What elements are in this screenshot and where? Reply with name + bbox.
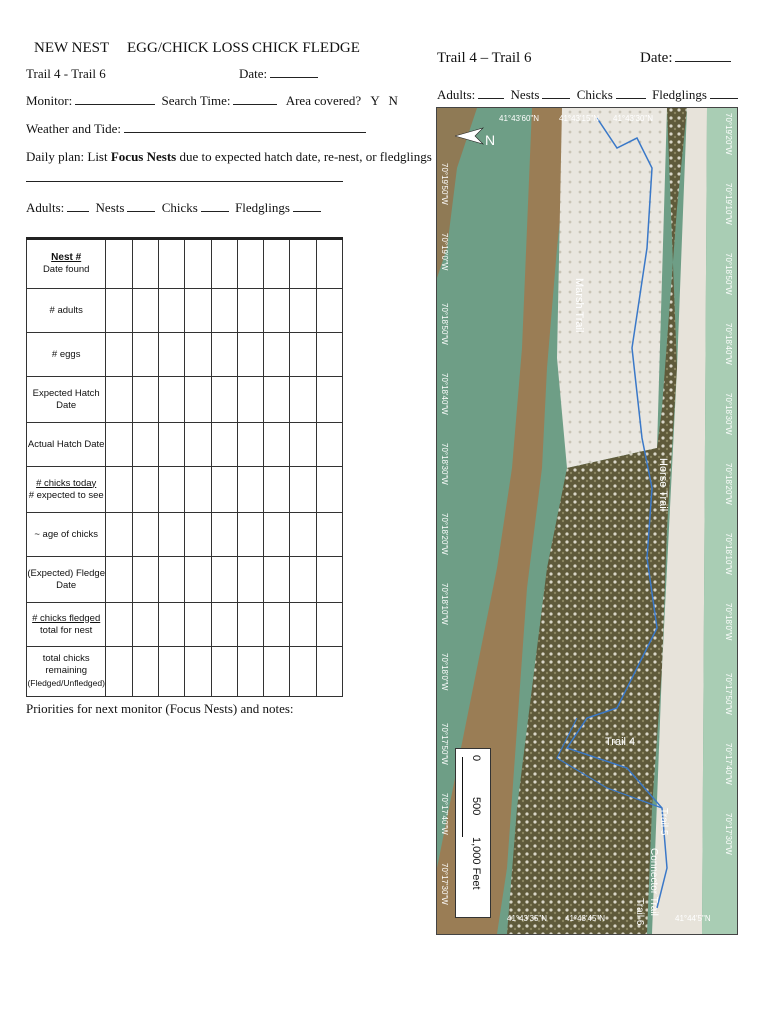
table-cell[interactable] — [106, 603, 132, 647]
table-row — [27, 333, 343, 377]
table-cell[interactable] — [106, 333, 132, 377]
table-cell[interactable] — [106, 377, 132, 423]
table-cell[interactable] — [158, 423, 184, 467]
expected-hatch-label: Expected Hatch — [32, 387, 100, 399]
coord-left: 70°18'20"W — [440, 513, 449, 555]
table-cell[interactable] — [264, 423, 290, 467]
table-cell[interactable] — [237, 289, 263, 333]
table-row — [27, 289, 343, 333]
fledge-date-sub: Date — [56, 579, 77, 591]
table-cell[interactable] — [264, 513, 290, 557]
daily-plan-field[interactable] — [26, 181, 343, 182]
coord-right: 70°18'20"W — [724, 463, 733, 505]
monitor-field[interactable] — [75, 93, 155, 105]
table-cell[interactable] — [132, 557, 158, 603]
table-cell[interactable] — [132, 603, 158, 647]
scale-line — [462, 757, 463, 837]
table-cell[interactable] — [316, 239, 342, 289]
fledged-unfledged-label: (Fledged/Unfledged) — [27, 678, 105, 688]
search-time-field[interactable] — [233, 93, 277, 105]
row-label — [27, 333, 106, 377]
table-cell[interactable] — [316, 377, 342, 423]
coord-right: 70°17'40"W — [724, 743, 733, 785]
right-fledglings-field[interactable] — [710, 87, 738, 99]
table-cell[interactable] — [185, 239, 211, 289]
table-cell[interactable] — [316, 647, 342, 697]
table-cell[interactable] — [290, 289, 316, 333]
table-cell[interactable] — [290, 239, 316, 289]
table-cell[interactable] — [290, 603, 316, 647]
fledglings-label: Fledglings — [235, 200, 290, 215]
table-row — [27, 603, 343, 647]
nests-field[interactable] — [127, 200, 155, 212]
adults-label: Adults: — [26, 200, 65, 215]
trail-4-label: Trail 4 — [605, 736, 636, 748]
table-cell[interactable] — [237, 423, 263, 467]
coord-left: 70°17'30"W — [440, 863, 449, 905]
weather-label: Weather and Tide: — [26, 121, 121, 136]
table-cell[interactable] — [237, 239, 263, 289]
table-cell[interactable] — [237, 513, 263, 557]
row-label — [27, 557, 106, 603]
table-cell[interactable] — [237, 377, 263, 423]
adults-field[interactable] — [67, 200, 89, 212]
coord-left: 70°18'0"W — [440, 653, 449, 691]
coord-right: 70°18'40"W — [724, 323, 733, 365]
table-cell[interactable] — [264, 603, 290, 647]
table-cell[interactable] — [211, 377, 237, 423]
right-fledglings-label: Fledglings — [652, 87, 707, 102]
coord-right: 70°18'50"W — [724, 253, 733, 295]
table-cell[interactable] — [316, 467, 342, 513]
table-cell[interactable] — [132, 289, 158, 333]
coord-left: 70°17'50"W — [440, 723, 449, 765]
table-cell[interactable] — [237, 467, 263, 513]
table-row — [27, 239, 343, 289]
row-label — [27, 377, 106, 423]
coord-left: 70°18'30"W — [440, 443, 449, 485]
table-cell[interactable] — [158, 603, 184, 647]
daily-plan-bold: Focus Nests — [110, 149, 177, 164]
table-cell[interactable] — [158, 377, 184, 423]
table-cell[interactable] — [185, 377, 211, 423]
table-cell[interactable] — [211, 647, 237, 697]
right-chicks-field[interactable] — [616, 87, 646, 99]
table-cell[interactable] — [316, 603, 342, 647]
table-cell[interactable] — [290, 513, 316, 557]
total-for-nest-label: total for nest — [40, 624, 93, 636]
table-cell[interactable] — [158, 239, 184, 289]
table-cell[interactable] — [132, 377, 158, 423]
table-cell[interactable] — [132, 423, 158, 467]
aerial-map — [436, 107, 738, 935]
table-cell[interactable] — [106, 239, 132, 289]
table-cell[interactable] — [316, 289, 342, 333]
scale-bar — [455, 748, 491, 918]
chicks-label: Chicks — [161, 200, 198, 215]
table-cell[interactable] — [185, 603, 211, 647]
search-time-label: Search Time: — [161, 93, 231, 108]
table-cell[interactable] — [158, 467, 184, 513]
north-label: N — [485, 132, 496, 148]
coord-bottom: 41°43'35"N — [507, 914, 548, 923]
table-cell[interactable] — [264, 333, 290, 377]
right-adults-label: Adults: — [437, 87, 476, 102]
heading-chick-fledge: CHICK FLEDGE — [252, 40, 360, 56]
nest-number-label: Nest # — [51, 252, 82, 263]
coord-left: 70°17'40"W — [440, 793, 449, 835]
table-cell[interactable] — [264, 557, 290, 603]
connector-trail-label: Connector Trail — [648, 848, 659, 916]
right-adults-field[interactable] — [478, 87, 504, 99]
table-cell[interactable] — [185, 647, 211, 697]
table-cell[interactable] — [158, 557, 184, 603]
chicks-today-label: # chicks today — [36, 477, 97, 489]
area-covered-no[interactable]: N — [388, 93, 398, 108]
table-row — [27, 513, 343, 557]
table-cell[interactable] — [106, 513, 132, 557]
table-cell[interactable] — [185, 423, 211, 467]
date-found-label: Date found — [42, 264, 90, 275]
fledge-date-label: (Expected) Fledge — [27, 567, 105, 579]
table-cell[interactable] — [211, 289, 237, 333]
right-counts-line — [437, 87, 741, 103]
coord-bottom: 41°44'5"N — [675, 914, 711, 923]
expected-to-see-label: # expected to see — [28, 489, 104, 501]
table-cell[interactable] — [316, 557, 342, 603]
right-date-field[interactable] — [675, 50, 731, 62]
table-cell[interactable] — [290, 467, 316, 513]
table-row — [27, 423, 343, 467]
coord-right: 70°19'20"W — [724, 113, 733, 155]
monitor-line — [26, 93, 398, 109]
table-cell[interactable] — [185, 557, 211, 603]
table-cell[interactable] — [316, 513, 342, 557]
table-cell[interactable] — [132, 467, 158, 513]
date-label: Date: — [239, 66, 268, 81]
fledglings-field[interactable] — [293, 200, 321, 212]
table-cell[interactable] — [158, 289, 184, 333]
eggs-row-label: # eggs — [51, 348, 81, 360]
table-cell[interactable] — [237, 647, 263, 697]
trail-6-label: Trail 6 — [634, 898, 645, 926]
heading-new-nest: NEW NEST — [34, 40, 110, 56]
area-covered-label: Area covered? — [285, 93, 362, 108]
right-chicks-label: Chicks — [576, 87, 613, 102]
row-label — [27, 603, 106, 647]
coord-right: 70°18'10"W — [724, 533, 733, 575]
table-row — [27, 557, 343, 603]
table-cell[interactable] — [316, 423, 342, 467]
coord-left: 70°19'50"W — [440, 163, 449, 205]
table-cell[interactable] — [290, 647, 316, 697]
table-cell[interactable] — [106, 647, 132, 697]
table-cell[interactable] — [106, 289, 132, 333]
nest-table — [26, 237, 343, 697]
table-cell[interactable] — [158, 647, 184, 697]
table-cell[interactable] — [290, 557, 316, 603]
coord-top: 41°43'30"N — [613, 114, 654, 123]
coord-top: 41°43'15"N — [559, 114, 600, 123]
scale-tick-500: 500 — [470, 797, 482, 816]
table-cell[interactable] — [185, 333, 211, 377]
row-label — [27, 647, 106, 697]
weather-field[interactable] — [124, 121, 366, 133]
daily-plan-suffix: due to expected hatch date, re-nest, or fledglings — [176, 149, 432, 164]
table-cell[interactable] — [158, 513, 184, 557]
right-date-label: Date: — [640, 50, 673, 66]
chicks-field[interactable] — [201, 200, 229, 212]
coord-top: 41°43'60"N — [499, 114, 540, 123]
priorities-label: Priorities for next monitor (Focus Nests) and notes: — [26, 701, 294, 716]
table-cell[interactable] — [106, 423, 132, 467]
table-cell[interactable] — [132, 647, 158, 697]
table-cell[interactable] — [132, 513, 158, 557]
table-cell[interactable] — [211, 557, 237, 603]
adults-row-label: # adults — [49, 304, 83, 316]
row-label — [27, 289, 106, 333]
table-cell[interactable] — [185, 289, 211, 333]
table-cell[interactable] — [106, 467, 132, 513]
counts-line — [26, 200, 324, 216]
coord-right: 70°18'30"W — [724, 393, 733, 435]
weather-line — [26, 121, 369, 137]
right-trail-range: Trail 4 – Trail 6 — [437, 50, 532, 66]
trail-range: Trail 4 - Trail 6 — [26, 66, 106, 81]
table-row — [27, 647, 343, 697]
trail-5-label: Trail 5 — [658, 808, 669, 836]
north-arrow-icon — [455, 126, 485, 146]
table-cell[interactable] — [237, 557, 263, 603]
date-line — [239, 66, 321, 82]
table-cell[interactable] — [211, 603, 237, 647]
table-cell[interactable] — [211, 239, 237, 289]
row-label — [27, 423, 106, 467]
monitor-label: Monitor: — [26, 93, 73, 108]
table-row — [27, 377, 343, 423]
right-nests-label: Nests — [510, 87, 540, 102]
daily-plan-prefix: Daily plan: List — [26, 149, 111, 164]
table-row — [27, 467, 343, 513]
coord-left: 70°18'50"W — [440, 303, 449, 345]
heading-egg-chick-loss: EGG/CHICK LOSS — [127, 40, 250, 56]
table-cell[interactable] — [211, 513, 237, 557]
right-nests-field[interactable] — [542, 87, 570, 99]
table-cell[interactable] — [185, 513, 211, 557]
daily-plan-line — [26, 149, 432, 165]
coord-right: 70°17'50"W — [724, 673, 733, 715]
nests-label: Nests — [95, 200, 125, 215]
horse-trail-label: Horse Trail — [657, 458, 669, 512]
scale-tick-0: 0 — [470, 755, 482, 762]
area-covered-yes[interactable]: Y — [370, 93, 380, 108]
expected-hatch-sub: Date — [56, 399, 77, 411]
table-cell[interactable] — [158, 333, 184, 377]
coord-left: 70°19'0"W — [440, 233, 449, 271]
coord-left: 70°18'40"W — [440, 373, 449, 415]
coord-right: 70°18'0"W — [724, 603, 733, 641]
coord-left: 70°18'10"W — [440, 583, 449, 625]
table-cell[interactable] — [237, 333, 263, 377]
table-cell[interactable] — [132, 239, 158, 289]
table-cell[interactable] — [185, 467, 211, 513]
table-cell[interactable] — [264, 377, 290, 423]
table-cell[interactable] — [264, 467, 290, 513]
age-of-chicks-label: ~ age of chicks — [34, 528, 98, 540]
table-cell[interactable] — [290, 423, 316, 467]
table-cell[interactable] — [264, 289, 290, 333]
table-cell[interactable] — [316, 333, 342, 377]
table-cell[interactable] — [211, 467, 237, 513]
right-date-line — [640, 50, 734, 67]
table-cell[interactable] — [290, 333, 316, 377]
table-cell[interactable] — [264, 647, 290, 697]
remaining-label: remaining — [45, 665, 88, 676]
table-cell[interactable] — [132, 333, 158, 377]
table-cell[interactable] — [106, 557, 132, 603]
table-cell[interactable] — [290, 377, 316, 423]
table-cell[interactable] — [211, 333, 237, 377]
coord-right: 70°19'10"W — [724, 183, 733, 225]
actual-hatch-label: Actual Hatch Date — [27, 438, 105, 450]
scale-tick-1000: 1,000 Feet — [470, 837, 482, 890]
table-cell[interactable] — [264, 239, 290, 289]
table-cell[interactable] — [211, 423, 237, 467]
date-field[interactable] — [270, 66, 318, 78]
marsh-trail-label: Marsh Trail — [573, 278, 585, 333]
table-cell[interactable] — [237, 603, 263, 647]
row-label — [27, 239, 106, 289]
row-label — [27, 467, 106, 513]
total-chicks-label: total chicks — [42, 653, 90, 664]
coord-bottom: 41°43'45"N — [565, 914, 606, 923]
row-label — [27, 513, 106, 557]
chicks-fledged-label: # chicks fledged — [32, 612, 101, 624]
coord-right: 70°17'30"W — [724, 813, 733, 855]
